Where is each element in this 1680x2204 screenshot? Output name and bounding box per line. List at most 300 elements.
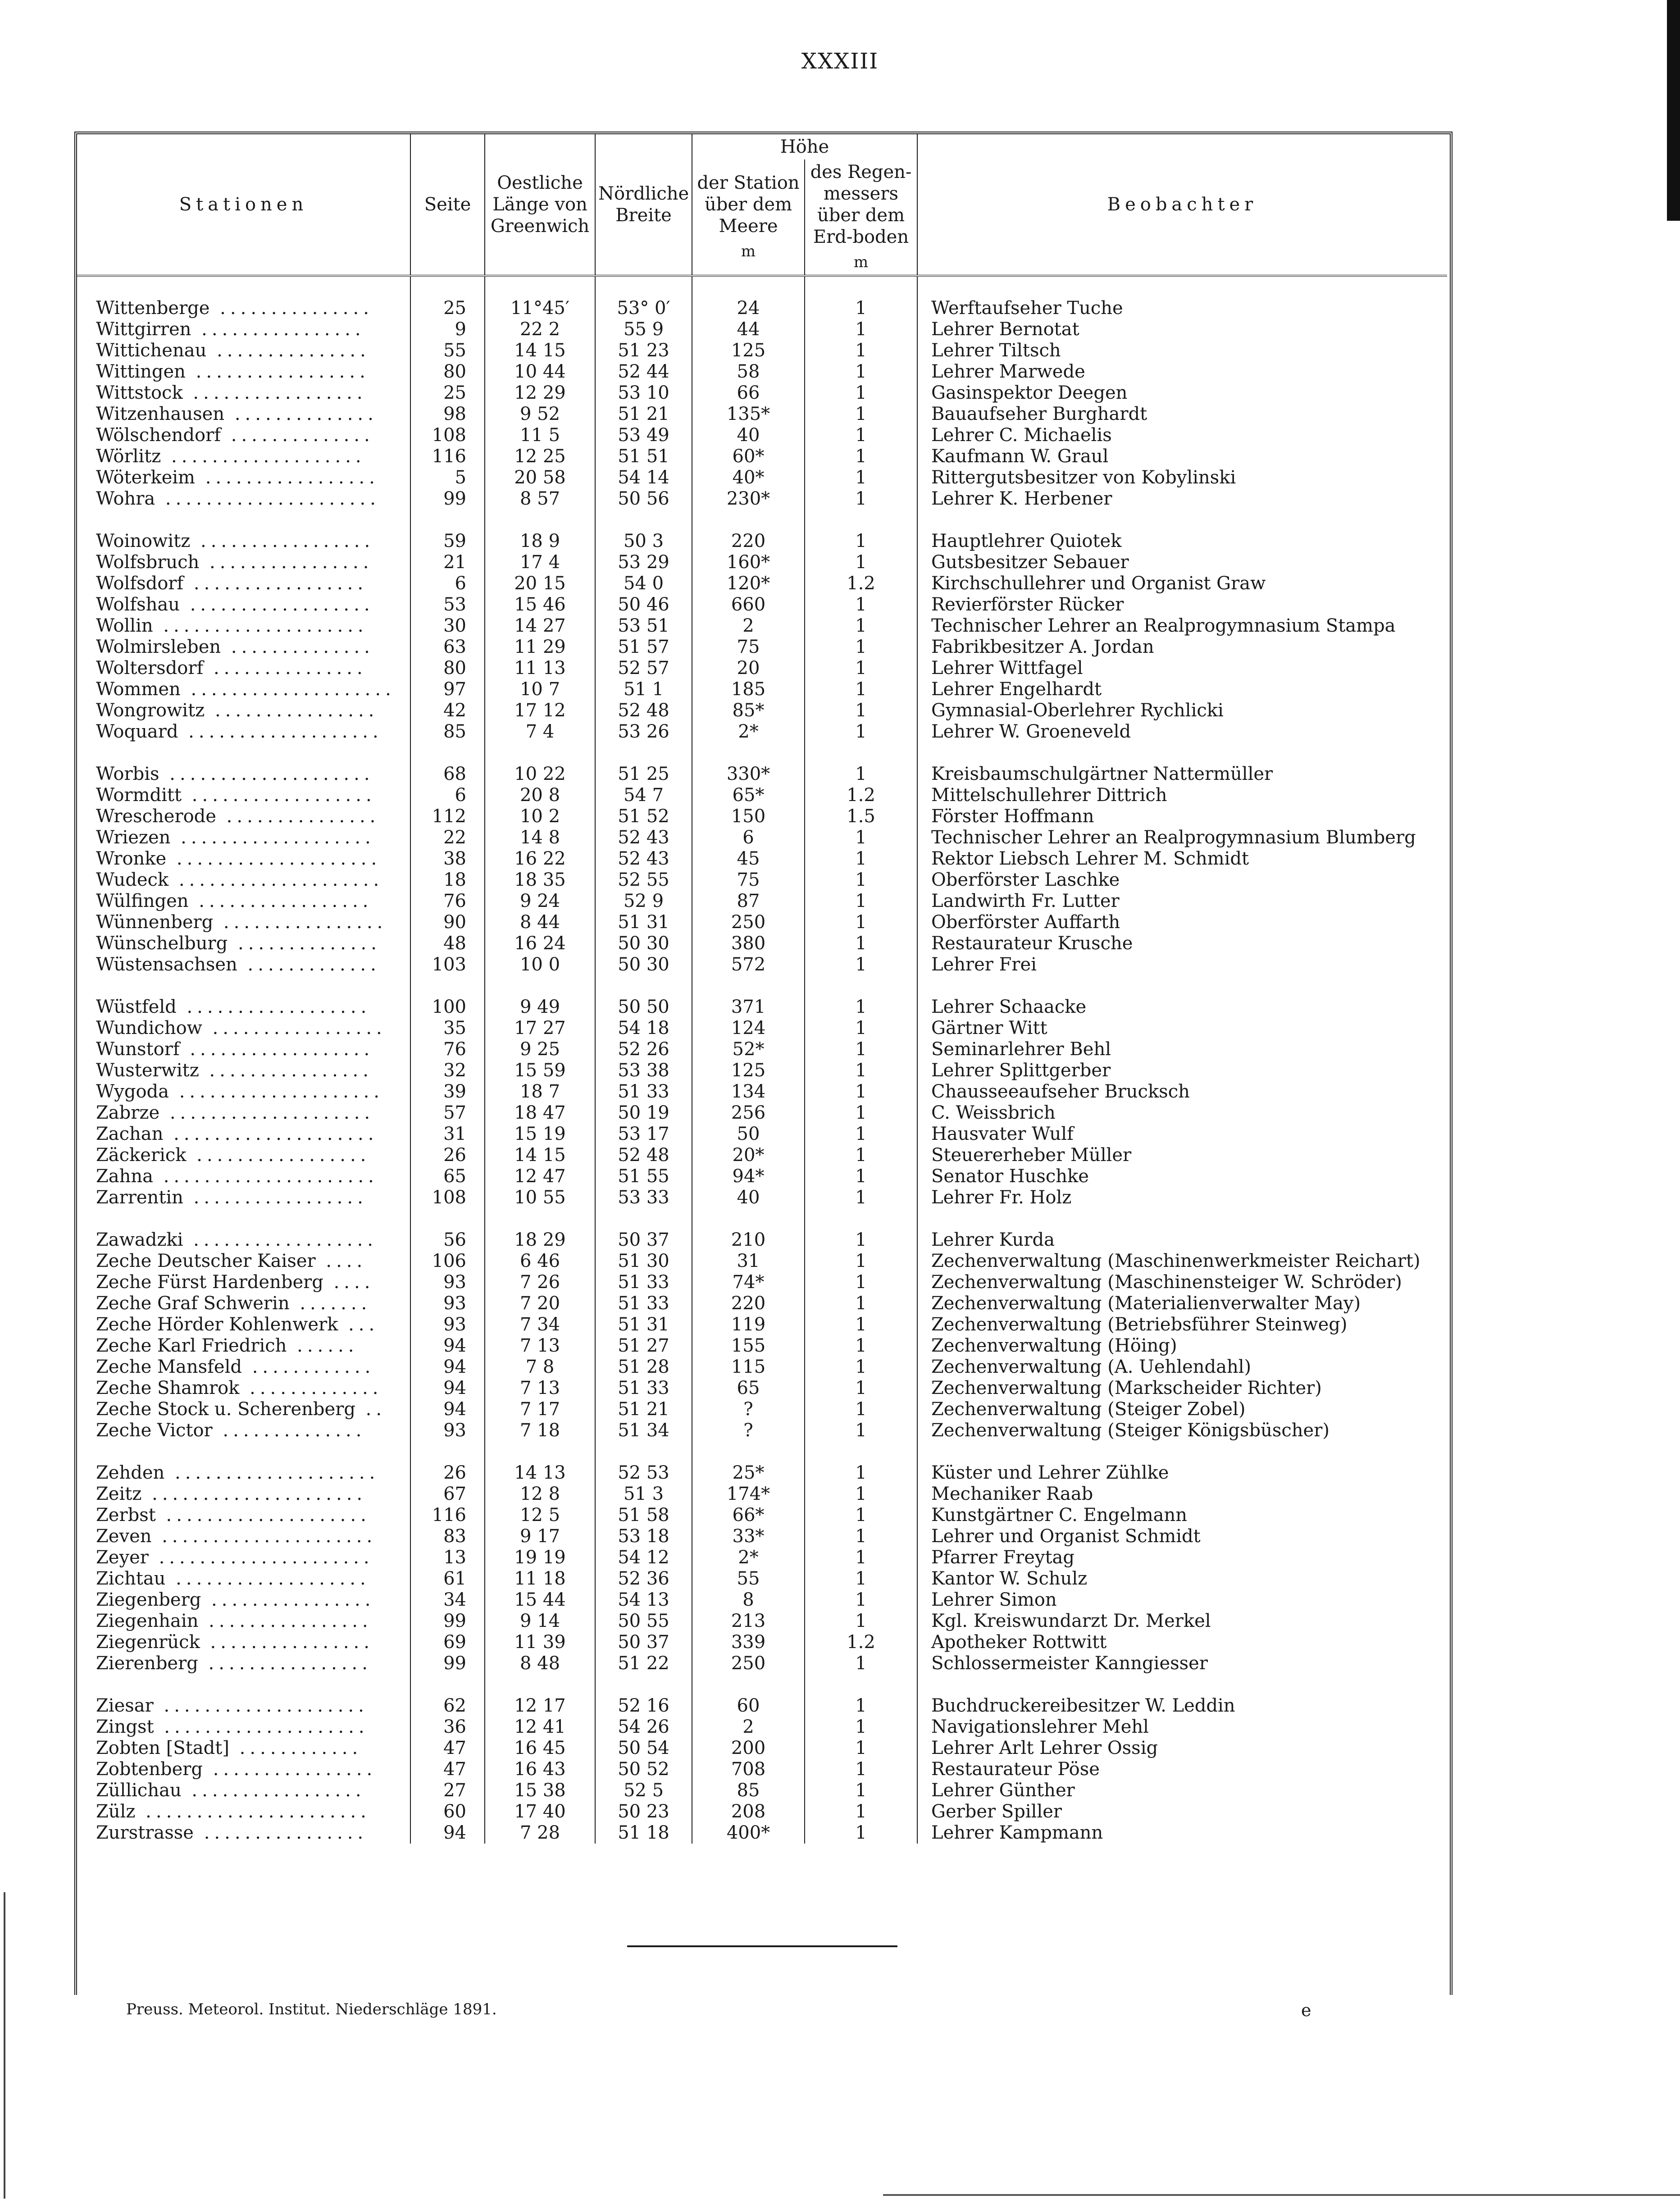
station-breite-text: 53 26 xyxy=(618,721,669,742)
station-seite xyxy=(410,552,485,573)
station-name xyxy=(77,1399,410,1420)
station-beobachter xyxy=(917,1759,1447,1780)
station-seite xyxy=(410,679,485,700)
station-laenge-text: 8 44 xyxy=(519,912,560,933)
station-hoehe-text: 24 xyxy=(737,298,760,319)
station-seite-text: 25 xyxy=(443,298,466,319)
station-beobachter xyxy=(917,1081,1447,1102)
station-hoehe xyxy=(692,997,805,1018)
table-row xyxy=(77,1293,1447,1314)
station-laenge-text: 22 2 xyxy=(519,319,560,340)
station-regen xyxy=(805,1462,917,1484)
table-row xyxy=(77,891,1447,912)
station-regen-text: 1 xyxy=(855,848,867,869)
station-name-text: Zarrentin xyxy=(96,1187,183,1208)
station-hoehe xyxy=(692,1695,805,1717)
station-seite xyxy=(410,404,485,425)
station-breite-text: 50 37 xyxy=(618,1230,669,1250)
station-breite xyxy=(595,1081,692,1102)
station-breite xyxy=(595,1230,692,1251)
leader-dots: .................... xyxy=(159,1102,375,1123)
spacer-cell xyxy=(805,1441,917,1462)
station-beobachter xyxy=(917,404,1447,425)
station-name-text: Zeitz xyxy=(96,1484,142,1504)
station-hoehe xyxy=(692,806,805,827)
station-beobachter xyxy=(917,1378,1447,1399)
station-regen xyxy=(805,848,917,870)
station-hoehe xyxy=(692,1780,805,1801)
header-row xyxy=(77,134,1447,159)
station-regen-text: 1 xyxy=(855,1505,867,1525)
station-regen-text: 1 xyxy=(855,1314,867,1335)
table-row xyxy=(77,785,1447,806)
scan-bottom-mark xyxy=(883,2194,1680,2196)
station-regen-text: 1 xyxy=(855,700,867,721)
station-breite xyxy=(595,1251,692,1272)
station-regen xyxy=(805,1611,917,1632)
station-beobachter-text: Lehrer Schaacke xyxy=(931,997,1087,1017)
station-seite-text: 108 xyxy=(432,425,466,446)
station-laenge xyxy=(485,1293,595,1314)
group-spacer xyxy=(77,975,1447,997)
spacer-cell xyxy=(917,1674,1447,1695)
station-seite xyxy=(410,1801,485,1822)
station-seite-text: 99 xyxy=(443,1611,466,1631)
station-hoehe xyxy=(692,446,805,467)
station-hoehe xyxy=(692,298,805,319)
station-beobachter xyxy=(917,679,1447,700)
station-beobachter-text: Zechenverwaltung (A. Uehlendahl) xyxy=(931,1357,1252,1377)
station-regen-text: 1 xyxy=(855,298,867,319)
station-regen-text: 1 xyxy=(855,954,867,975)
spacer-cell xyxy=(692,742,805,764)
station-beobachter-text: Lehrer K. Herbener xyxy=(931,488,1112,509)
station-breite xyxy=(595,1632,692,1653)
station-hoehe xyxy=(692,827,805,848)
station-seite-text: 25 xyxy=(443,383,466,403)
station-regen-text: 1 xyxy=(855,615,867,636)
station-beobachter xyxy=(917,1272,1447,1293)
station-hoehe-text: 210 xyxy=(731,1230,766,1250)
station-name xyxy=(77,1695,410,1717)
station-name xyxy=(77,785,410,806)
station-name xyxy=(77,1251,410,1272)
station-laenge xyxy=(485,425,595,446)
station-laenge xyxy=(485,1230,595,1251)
station-name-text: Wöterkeim xyxy=(96,467,195,488)
station-regen xyxy=(805,552,917,573)
end-rule xyxy=(627,1945,897,1947)
station-name-text: Wommen xyxy=(96,679,181,700)
station-beobachter xyxy=(917,1420,1447,1441)
station-laenge-text: 15 59 xyxy=(514,1060,566,1081)
station-beobachter xyxy=(917,1060,1447,1081)
station-hoehe xyxy=(692,1568,805,1589)
station-hoehe-text: 135* xyxy=(726,404,770,424)
station-beobachter-text: Lehrer Kurda xyxy=(931,1230,1055,1250)
station-name-text: Wongrowitz xyxy=(96,700,205,721)
station-seite-text: 106 xyxy=(432,1251,466,1271)
station-hoehe-text: 45 xyxy=(737,848,760,869)
station-name xyxy=(77,721,410,742)
leader-dots: ................ xyxy=(203,1759,377,1780)
station-beobachter xyxy=(917,954,1447,975)
station-regen xyxy=(805,615,917,637)
station-hoehe-text: 134 xyxy=(731,1081,766,1102)
station-regen-text: 1 xyxy=(855,1124,867,1144)
station-laenge xyxy=(485,1801,595,1822)
station-regen xyxy=(805,446,917,467)
station-hoehe-text: 185 xyxy=(731,679,766,700)
station-laenge xyxy=(485,361,595,383)
station-regen xyxy=(805,785,917,806)
station-seite-text: 42 xyxy=(443,700,466,721)
station-beobachter xyxy=(917,1124,1447,1145)
station-breite xyxy=(595,1039,692,1060)
station-beobachter-text: Navigationslehrer Mehl xyxy=(931,1717,1149,1737)
station-name xyxy=(77,658,410,679)
station-beobachter xyxy=(917,1505,1447,1526)
station-beobachter xyxy=(917,1251,1447,1272)
station-seite-text: 63 xyxy=(443,637,466,657)
station-name xyxy=(77,1801,410,1822)
station-name xyxy=(77,870,410,891)
station-seite xyxy=(410,531,485,552)
station-name-text: Zäckerick xyxy=(96,1145,187,1166)
station-seite xyxy=(410,721,485,742)
station-breite xyxy=(595,658,692,679)
table-row xyxy=(77,679,1447,700)
station-seite-text: 93 xyxy=(443,1314,466,1335)
station-beobachter xyxy=(917,488,1447,510)
station-hoehe-text: 125 xyxy=(731,340,766,361)
station-regen xyxy=(805,1166,917,1187)
station-seite-text: 21 xyxy=(443,552,466,573)
station-breite xyxy=(595,425,692,446)
station-breite xyxy=(595,594,692,615)
station-beobachter-text: Restaurateur Krusche xyxy=(931,933,1133,954)
table-row xyxy=(77,1653,1447,1674)
table-row xyxy=(77,1081,1447,1102)
station-laenge-text: 7 8 xyxy=(525,1357,555,1377)
station-seite-text: 76 xyxy=(443,1039,466,1060)
station-laenge-text: 12 47 xyxy=(514,1166,566,1187)
station-name xyxy=(77,552,410,573)
station-seite-text: 30 xyxy=(443,615,466,636)
station-beobachter-text: Technischer Lehrer an Realprogymnasium Stampa xyxy=(931,615,1396,636)
station-regen xyxy=(805,1822,917,1844)
table-row xyxy=(77,1272,1447,1293)
station-laenge-text: 20 15 xyxy=(514,573,566,594)
station-regen xyxy=(805,637,917,658)
station-beobachter-text: Kunstgärtner C. Engelmann xyxy=(931,1505,1187,1525)
table-row xyxy=(77,912,1447,933)
station-laenge-text: 14 27 xyxy=(514,615,566,636)
station-seite-text: 76 xyxy=(443,891,466,911)
station-beobachter-text: Hauptlehrer Quiotek xyxy=(931,531,1122,551)
station-beobachter xyxy=(917,997,1447,1018)
footer-source: Preuss. Meteorol. Institut. Niederschläge 1891. xyxy=(126,2000,497,2018)
group-spacer xyxy=(77,1674,1447,1695)
station-seite xyxy=(410,1462,485,1484)
station-regen-text: 1 xyxy=(855,1589,867,1610)
station-name xyxy=(77,615,410,637)
station-laenge xyxy=(485,1420,595,1441)
station-breite-text: 53 49 xyxy=(618,425,669,446)
leader-dots: ............... xyxy=(216,806,380,827)
leader-dots: .............. xyxy=(224,404,378,424)
station-beobachter xyxy=(917,870,1447,891)
station-seite-text: 47 xyxy=(443,1738,466,1758)
station-laenge-text: 12 5 xyxy=(519,1505,560,1525)
spacer-cell xyxy=(485,1441,595,1462)
station-regen xyxy=(805,1039,917,1060)
station-laenge xyxy=(485,1632,595,1653)
table-row xyxy=(77,446,1447,467)
station-regen-text: 1 xyxy=(855,1230,867,1250)
station-regen-text: 1 xyxy=(855,1335,867,1356)
station-name-text: Zobten [Stadt] xyxy=(96,1738,229,1758)
station-breite-text: 50 19 xyxy=(618,1102,669,1123)
table-row xyxy=(77,1484,1447,1505)
station-breite xyxy=(595,1187,692,1208)
station-hoehe-text: 119 xyxy=(731,1314,766,1335)
leader-dots: ................. xyxy=(188,891,373,911)
station-regen xyxy=(805,700,917,721)
station-beobachter-text: Zechenverwaltung (Höing) xyxy=(931,1335,1177,1356)
station-beobachter xyxy=(917,827,1447,848)
station-seite-text: 34 xyxy=(443,1589,466,1610)
station-beobachter-text: Fabrikbesitzer A. Jordan xyxy=(931,637,1154,657)
station-breite xyxy=(595,1484,692,1505)
station-laenge xyxy=(485,1526,595,1547)
station-seite-text: 9 xyxy=(455,319,466,340)
station-hoehe-text: 60 xyxy=(737,1695,760,1716)
station-name xyxy=(77,1420,410,1441)
table-row xyxy=(77,1357,1447,1378)
station-laenge-text: 10 55 xyxy=(514,1187,566,1208)
station-breite xyxy=(595,891,692,912)
station-laenge-text: 11 39 xyxy=(514,1632,566,1653)
station-hoehe-text: 200 xyxy=(731,1738,766,1758)
leader-dots: .................... xyxy=(154,1717,369,1737)
leader-dots: .................... xyxy=(168,1081,384,1102)
station-regen xyxy=(805,1738,917,1759)
station-hoehe xyxy=(692,785,805,806)
station-laenge xyxy=(485,848,595,870)
table-row xyxy=(77,997,1447,1018)
station-laenge xyxy=(485,1717,595,1738)
station-name-text: Wunstorf xyxy=(96,1039,180,1060)
station-seite xyxy=(410,637,485,658)
station-breite-text: 50 55 xyxy=(618,1611,669,1631)
table-row xyxy=(77,1335,1447,1357)
station-breite xyxy=(595,1102,692,1124)
station-beobachter xyxy=(917,298,1447,319)
station-hoehe-text: 20 xyxy=(737,658,760,679)
station-seite-text: 13 xyxy=(443,1547,466,1568)
station-breite-text: 54 26 xyxy=(618,1717,669,1737)
station-breite-text: 53 17 xyxy=(618,1124,669,1144)
leader-dots: ................. xyxy=(183,573,368,594)
station-seite xyxy=(410,1251,485,1272)
station-breite-text: 52 57 xyxy=(618,658,669,679)
station-seite-text: 90 xyxy=(443,912,466,933)
station-seite xyxy=(410,298,485,319)
station-seite xyxy=(410,340,485,361)
station-name-text: Wormditt xyxy=(96,785,182,806)
station-seite xyxy=(410,891,485,912)
station-hoehe xyxy=(692,340,805,361)
station-regen xyxy=(805,1018,917,1039)
station-regen xyxy=(805,1124,917,1145)
station-hoehe-text: 250 xyxy=(731,912,766,933)
station-laenge-text: 7 26 xyxy=(519,1272,560,1293)
station-seite xyxy=(410,1018,485,1039)
station-laenge xyxy=(485,594,595,615)
station-name-text: Wollin xyxy=(96,615,153,636)
station-regen-text: 1 xyxy=(855,1759,867,1780)
station-hoehe xyxy=(692,1653,805,1674)
station-hoehe-text: 2* xyxy=(738,721,759,742)
station-name-text: Zeche Graf Schwerin xyxy=(96,1293,290,1314)
station-beobachter-text: Lehrer Kampmann xyxy=(931,1822,1103,1843)
station-name xyxy=(77,573,410,594)
station-beobachter-text: Zechenverwaltung (Maschinensteiger W. Schröder) xyxy=(931,1272,1402,1293)
station-name xyxy=(77,446,410,467)
station-breite xyxy=(595,467,692,488)
station-breite-text: 50 46 xyxy=(618,594,669,615)
station-regen xyxy=(805,954,917,975)
station-seite xyxy=(410,954,485,975)
station-hoehe-text: 380 xyxy=(731,933,766,954)
station-seite-text: 94 xyxy=(443,1822,466,1843)
station-breite xyxy=(595,637,692,658)
station-beobachter-text: Revierförster Rücker xyxy=(931,594,1124,615)
station-regen xyxy=(805,1399,917,1420)
station-beobachter-text: Kantor W. Schulz xyxy=(931,1568,1088,1589)
station-regen xyxy=(805,1314,917,1335)
station-name xyxy=(77,488,410,510)
station-seite xyxy=(410,1335,485,1357)
leader-dots: ................. xyxy=(185,361,370,382)
station-beobachter-text: Lehrer C. Michaelis xyxy=(931,425,1112,446)
station-laenge-text: 10 44 xyxy=(514,361,566,382)
station-name xyxy=(77,1018,410,1039)
leader-dots: .................... xyxy=(155,1505,371,1525)
station-beobachter xyxy=(917,658,1447,679)
station-regen xyxy=(805,425,917,446)
station-regen-text: 1 xyxy=(855,383,867,403)
station-laenge-text: 14 8 xyxy=(519,827,560,848)
spacer-cell xyxy=(485,510,595,531)
station-hoehe xyxy=(692,1102,805,1124)
station-beobachter xyxy=(917,615,1447,637)
station-hoehe-text: 87 xyxy=(737,891,760,911)
station-hoehe xyxy=(692,721,805,742)
station-breite xyxy=(595,340,692,361)
station-hoehe-text: 44 xyxy=(737,319,760,340)
station-regen-text: 1 xyxy=(855,658,867,679)
header-breite-text: Nördliche Breite xyxy=(598,183,689,226)
header-hoehe-regenmesser-text: des Regen-messers über dem Erd-boden xyxy=(810,162,912,247)
station-laenge xyxy=(485,1822,595,1844)
station-seite-text: 39 xyxy=(443,1081,466,1102)
station-beobachter-text: Senator Huschke xyxy=(931,1166,1089,1187)
station-name xyxy=(77,1357,410,1378)
station-regen-text: 1 xyxy=(855,340,867,361)
station-breite xyxy=(595,997,692,1018)
station-name-text: Wünschelburg xyxy=(96,933,228,954)
station-regen-text: 1 xyxy=(855,1378,867,1398)
header-breite xyxy=(595,134,692,276)
table-row xyxy=(77,615,1447,637)
station-beobachter xyxy=(917,1738,1447,1759)
station-breite-text: 50 50 xyxy=(618,997,669,1017)
station-regen-text: 1.2 xyxy=(847,1632,875,1653)
station-seite xyxy=(410,1187,485,1208)
station-name xyxy=(77,1378,410,1399)
leader-dots: ................. xyxy=(181,1780,366,1801)
spacer-cell xyxy=(595,510,692,531)
station-name-text: Zeyer xyxy=(96,1547,149,1568)
station-hoehe xyxy=(692,1420,805,1441)
station-breite xyxy=(595,1780,692,1801)
station-hoehe xyxy=(692,1801,805,1822)
station-name-text: Wittichenau xyxy=(96,340,207,361)
spacer-cell xyxy=(410,510,485,531)
station-hoehe-text: 8 xyxy=(742,1589,754,1610)
station-seite xyxy=(410,870,485,891)
table-row xyxy=(77,1589,1447,1611)
station-seite-text: 59 xyxy=(443,531,466,551)
spacer-cell xyxy=(77,1674,410,1695)
station-hoehe xyxy=(692,1314,805,1335)
station-hoehe xyxy=(692,933,805,954)
spacer-cell xyxy=(410,1208,485,1230)
station-seite xyxy=(410,1695,485,1717)
station-breite xyxy=(595,1060,692,1081)
station-laenge xyxy=(485,1780,595,1801)
station-laenge xyxy=(485,1738,595,1759)
station-beobachter xyxy=(917,1822,1447,1844)
station-laenge xyxy=(485,1653,595,1674)
station-beobachter-text: Lehrer Frei xyxy=(931,954,1037,975)
station-seite xyxy=(410,997,485,1018)
station-seite-text: 38 xyxy=(443,848,466,869)
station-regen xyxy=(805,679,917,700)
station-name xyxy=(77,827,410,848)
station-name xyxy=(77,383,410,404)
station-laenge xyxy=(485,404,595,425)
station-seite xyxy=(410,1589,485,1611)
station-laenge xyxy=(485,1378,595,1399)
station-hoehe xyxy=(692,1039,805,1060)
header-beobachter: Beobachter xyxy=(917,134,1447,276)
station-beobachter xyxy=(917,1166,1447,1187)
station-name-text: Ziesar xyxy=(96,1695,154,1716)
station-regen xyxy=(805,1357,917,1378)
station-hoehe xyxy=(692,1060,805,1081)
leader-dots: .................. xyxy=(179,1039,374,1060)
station-name xyxy=(77,912,410,933)
station-beobachter-text: Hausvater Wulf xyxy=(931,1124,1074,1144)
station-regen-text: 1 xyxy=(855,679,867,700)
station-beobachter-text: Werftaufseher Tuche xyxy=(931,298,1123,319)
station-beobachter xyxy=(917,1039,1447,1060)
station-breite-text: 50 3 xyxy=(623,531,664,551)
station-name-text: Zobtenberg xyxy=(96,1759,203,1780)
